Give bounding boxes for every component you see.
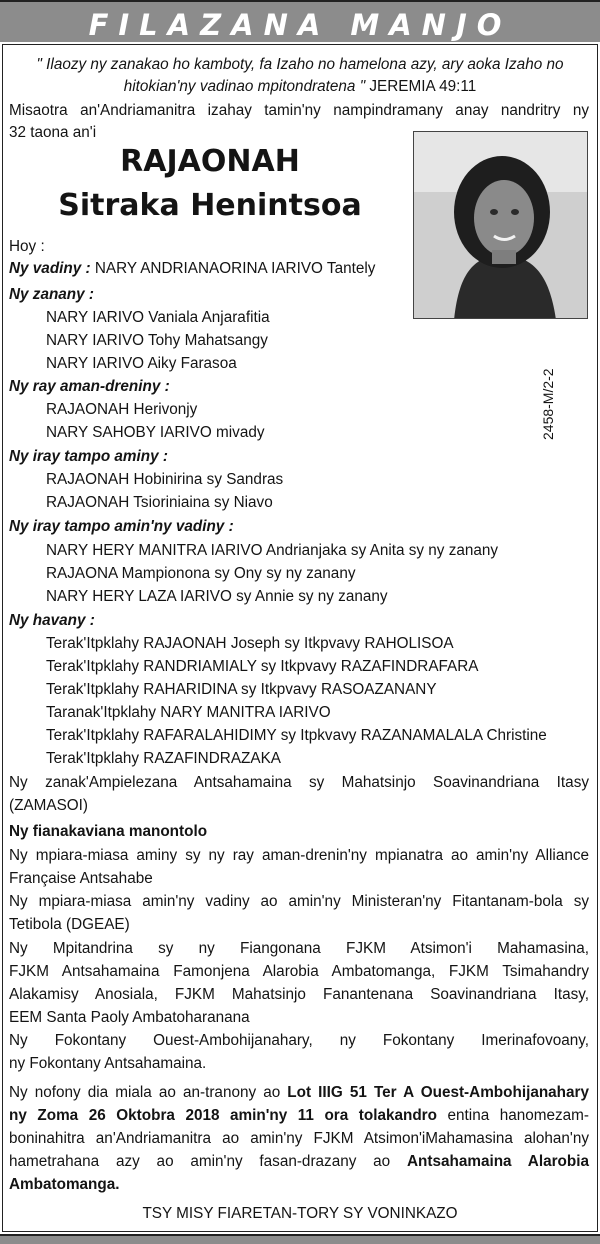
sibling-item: RAJAONAH Hobinirina sy Sandras (46, 471, 284, 488)
deceased-given-names: Sitraka Henintsoa (58, 188, 362, 223)
verse-quote-line1: " Ilaozy ny zanakao ho kamboty, fa Izaho no hamelona azy, ary aoka Izaho no (36, 56, 564, 73)
spouse-label: Ny vadiny : (9, 260, 91, 277)
funeral-text: entina hanomezam- (447, 1107, 590, 1124)
child-item: NARY IARIVO Aiky Farasoa (46, 355, 237, 372)
church-line2: FJKM Antsahamaina Famonjena Alarobia Ambatomanga, FJKM Tsimahandry (9, 963, 589, 980)
extended-family-label: Ny fianakaviana manontolo (9, 823, 208, 840)
funeral-address: Lot IIIG 51 Ter A Ouest-Ambohijanahary (287, 1084, 589, 1101)
in-law-sibling-item: RAJAONA Mampiononа sy Ony sy ny zanany (46, 565, 356, 582)
in-law-sibling-item: NARY HERY MANITRA IARIVO Andrianjaka sy Anita sy ny zanany (46, 542, 499, 559)
children-label: Ny zanany : (9, 286, 95, 303)
portrait-photo (413, 131, 588, 319)
spouse-colleagues-line2: Tetibola (DGEAE) (9, 916, 130, 933)
child-item: NARY IARIVO Vaniala Anjarafitia (46, 309, 270, 326)
relative-item: Terak'Itpklahy RAZAFINDRAZAKA (46, 750, 281, 767)
relative-item: Terak'Itpklahy RAJAONAH Joseph sy Itkpvavy RAHOLISOA (46, 635, 454, 652)
parent-item: NARY SAHOBY IARIVO mivady (46, 424, 265, 441)
sibling-item: RAJAONAH Tsioriniaina sy Niavo (46, 494, 273, 511)
in-law-siblings-label: Ny iray tampo amin'ny vadiny : (9, 518, 234, 535)
funeral-line4 (9, 1151, 589, 1173)
funeral-text: Ny nofony dia miala ao an-tranony ao (9, 1084, 281, 1101)
siblings-label: Ny iray tampo aminy : (9, 448, 168, 465)
hoy-label: Hoy : (9, 238, 45, 255)
fokontany-line2: ny Fokontany Antsahamaina. (9, 1055, 207, 1072)
burial-place: Antsahamaina Alarobia (407, 1153, 590, 1170)
funeral-line5: Ambatomanga. (9, 1176, 120, 1193)
church-line4: EEM Santa Paoly Ambatoharanana (9, 1009, 250, 1026)
colleagues-line2: Française Antsahabe (9, 870, 153, 887)
spouse-value: NARY ANDRIANAORINA IARIVO Tantely (94, 260, 376, 277)
funeral-line3: boninahitra an'Andriamanitra ao amin'ny FJKM Atsimon'iMahamasina alohan'ny (9, 1130, 589, 1147)
ad-reference: 2458-M/2-2 (540, 368, 556, 440)
deceased-surname: RAJAONAH (120, 144, 300, 179)
bible-verse (12, 54, 588, 98)
colleagues-line1: Ny mpiara-miasa aminy sy ny ray aman-drenin'ny mpianatra ao amin'ny Alliance (9, 847, 589, 864)
header-bar (0, 0, 600, 42)
grandchildren-line1: Ny zanak'Ampielezana Antsahamaina sy Mahatsinjo Soavinandriana Itasy (9, 774, 589, 791)
intro-line2: 32 taona an'i (9, 124, 97, 141)
grandchildren-line2: (ZAMASOI) (9, 797, 89, 814)
relative-item: Terak'Itpklahy RAHARIDINA sy Itkpvavy RASOAZANANY (46, 681, 437, 698)
spouse-line (9, 258, 375, 280)
parents-label: Ny ray aman-dreniny : (9, 378, 170, 395)
page-title: FILAZANA MANJO (88, 8, 512, 42)
verse-reference: JEREMIA 49:11 (369, 78, 477, 95)
in-law-sibling-item: NARY HERY LAZA IARIVO sy Annie sy ny zanany (46, 588, 388, 605)
verse-quote-line2: hitokian'ny vadinao mpitondratena " (123, 78, 366, 95)
parent-item: RAJAONAH Herivonjy (46, 401, 198, 418)
funeral-line2 (9, 1105, 589, 1127)
relatives-label: Ny havany : (9, 612, 95, 629)
funeral-date: ny Zoma 26 Oktobra 2018 amin'ny 11 ora tolakandro (9, 1107, 437, 1124)
church-line1: Ny Mpitandrina sy ny Fiangonana FJKM Atsimon'i Mahamasina, (9, 940, 589, 957)
fokontany-line1: Ny Fokontany Ouest-Ambohijanahary, ny Fokontany Imerinafovoany, (9, 1032, 589, 1049)
intro-line1: Misaotra an'Andriamanitra izahay tamin'ny nampindramany anay nandritry ny (9, 102, 589, 119)
closing-note: TSY MISY FIARETAN-TORY SY VONINKAZO (142, 1205, 458, 1222)
relative-item: Terak'Itpklahy RANDRIAMIALY sy Itkpvavy RAZAFINDRAFARA (46, 658, 479, 675)
funeral-line1 (9, 1082, 589, 1104)
church-line3: Alakamisy Anosiala, FJKM Mahatsinjo Fanantenana Soavinandriana Itasy, (9, 986, 589, 1003)
child-item: NARY IARIVO Tohy Mahatsangy (46, 332, 268, 349)
spouse-colleagues-line1: Ny mpiara-miasa amin'ny vadiny ao amin'ny Ministeran'ny Fitantanam-bola sy (9, 893, 589, 910)
relative-item: Terak'Itpklahy RAFARALAHIDIMY sy Itpkvavy RAZANAMALALA Christine (46, 727, 547, 744)
relative-item: Taranak'Itpklahy NARY MANITRA IARIVO (46, 704, 331, 721)
funeral-text: hametrahana azy ao amin'ny fasan-drazany ao (9, 1153, 391, 1170)
footer-bar (0, 1234, 600, 1244)
portrait-image (414, 132, 588, 319)
